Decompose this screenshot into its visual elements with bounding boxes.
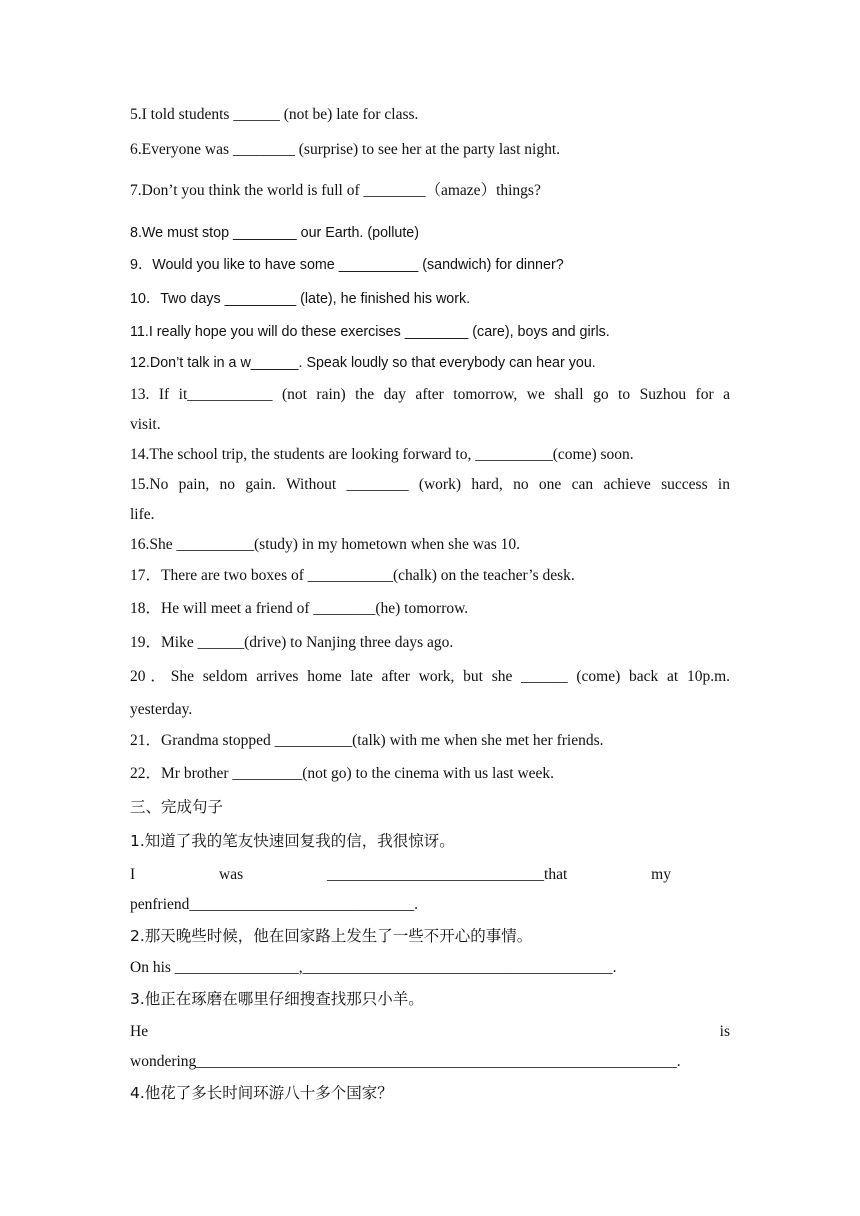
sentence-1-line-2: penfriend_____________________________. bbox=[130, 896, 419, 913]
question-10: 10．Two days _________ (late), he finished his work. bbox=[130, 291, 471, 307]
question-20-line-1: 20．She seldom arrives home late after work, but she ______ (come) back at 10p.m. bbox=[130, 668, 730, 685]
question-5: 5.I told students ______ (not be) late for class. bbox=[130, 106, 419, 123]
question-12: 12.Don’t talk in a w______. Speak loudly so that everybody can hear you. bbox=[130, 355, 596, 371]
question-16: 16.She __________(study) in my hometown when she was 10. bbox=[130, 536, 521, 553]
question-18: 18．He will meet a friend of ________(he) tomorrow. bbox=[130, 600, 469, 617]
question-17: 17．There are two boxes of ___________(chalk) on the teacher’s desk. bbox=[130, 567, 575, 584]
sentence-1-chinese: 1.知道了我的笔友快速回复我的信，我很惊讶。 bbox=[130, 832, 455, 850]
question-7: 7.Don’t you think the world is full of ________（amaze）things? bbox=[130, 182, 541, 199]
question-15-line-2: life. bbox=[130, 506, 155, 523]
question-22: 22．Mr brother _________(not go) to the cinema with us last week. bbox=[130, 765, 555, 782]
question-21: 21．Grandma stopped __________(talk) with me when she met her friends. bbox=[130, 732, 604, 749]
section-3-heading: 三、完成句子 bbox=[130, 798, 224, 816]
question-6: 6.Everyone was ________ (surprise) to see her at the party last night. bbox=[130, 141, 561, 158]
question-19: 19．Mike ______(drive) to Nanjing three days ago. bbox=[130, 634, 454, 651]
question-8: 8.We must stop ________ our Earth. (pollute) bbox=[130, 225, 420, 241]
sentence-3-chinese: 3.他正在琢磨在哪里仔细搜查找那只小羊。 bbox=[130, 990, 424, 1008]
sentence-4-chinese: 4.他花了多长时间环游八十多个国家？ bbox=[130, 1084, 393, 1102]
question-20-line-2: yesterday. bbox=[130, 701, 193, 718]
sentence-2-line-1: On his ________________,________________________________________. bbox=[130, 959, 617, 976]
sentence-3-line-2: wondering______________________________________________________________. bbox=[130, 1053, 681, 1070]
sentence-1-line-1: I was ____________________________that my bbox=[130, 866, 671, 883]
sentence-3-line-1: He is bbox=[130, 1023, 730, 1040]
question-13-line-2: visit. bbox=[130, 416, 161, 433]
question-13-line-1: 13. If it___________ (not rain) the day after tomorrow, we shall go to Suzhou for a bbox=[130, 386, 730, 403]
question-11: 11.I really hope you will do these exercises ________ (care), boys and girls. bbox=[130, 324, 610, 340]
sentence-2-chinese: 2.那天晚些时候，他在回家路上发生了一些不开心的事情。 bbox=[130, 927, 533, 945]
question-15-line-1: 15.No pain, no gain. Without ________ (work) hard, no one can achieve success in bbox=[130, 476, 730, 493]
question-9: 9．Would you like to have some __________ (sandwich) for dinner? bbox=[130, 257, 564, 273]
question-14: 14.The school trip, the students are looking forward to, __________(come) soon. bbox=[130, 446, 634, 463]
